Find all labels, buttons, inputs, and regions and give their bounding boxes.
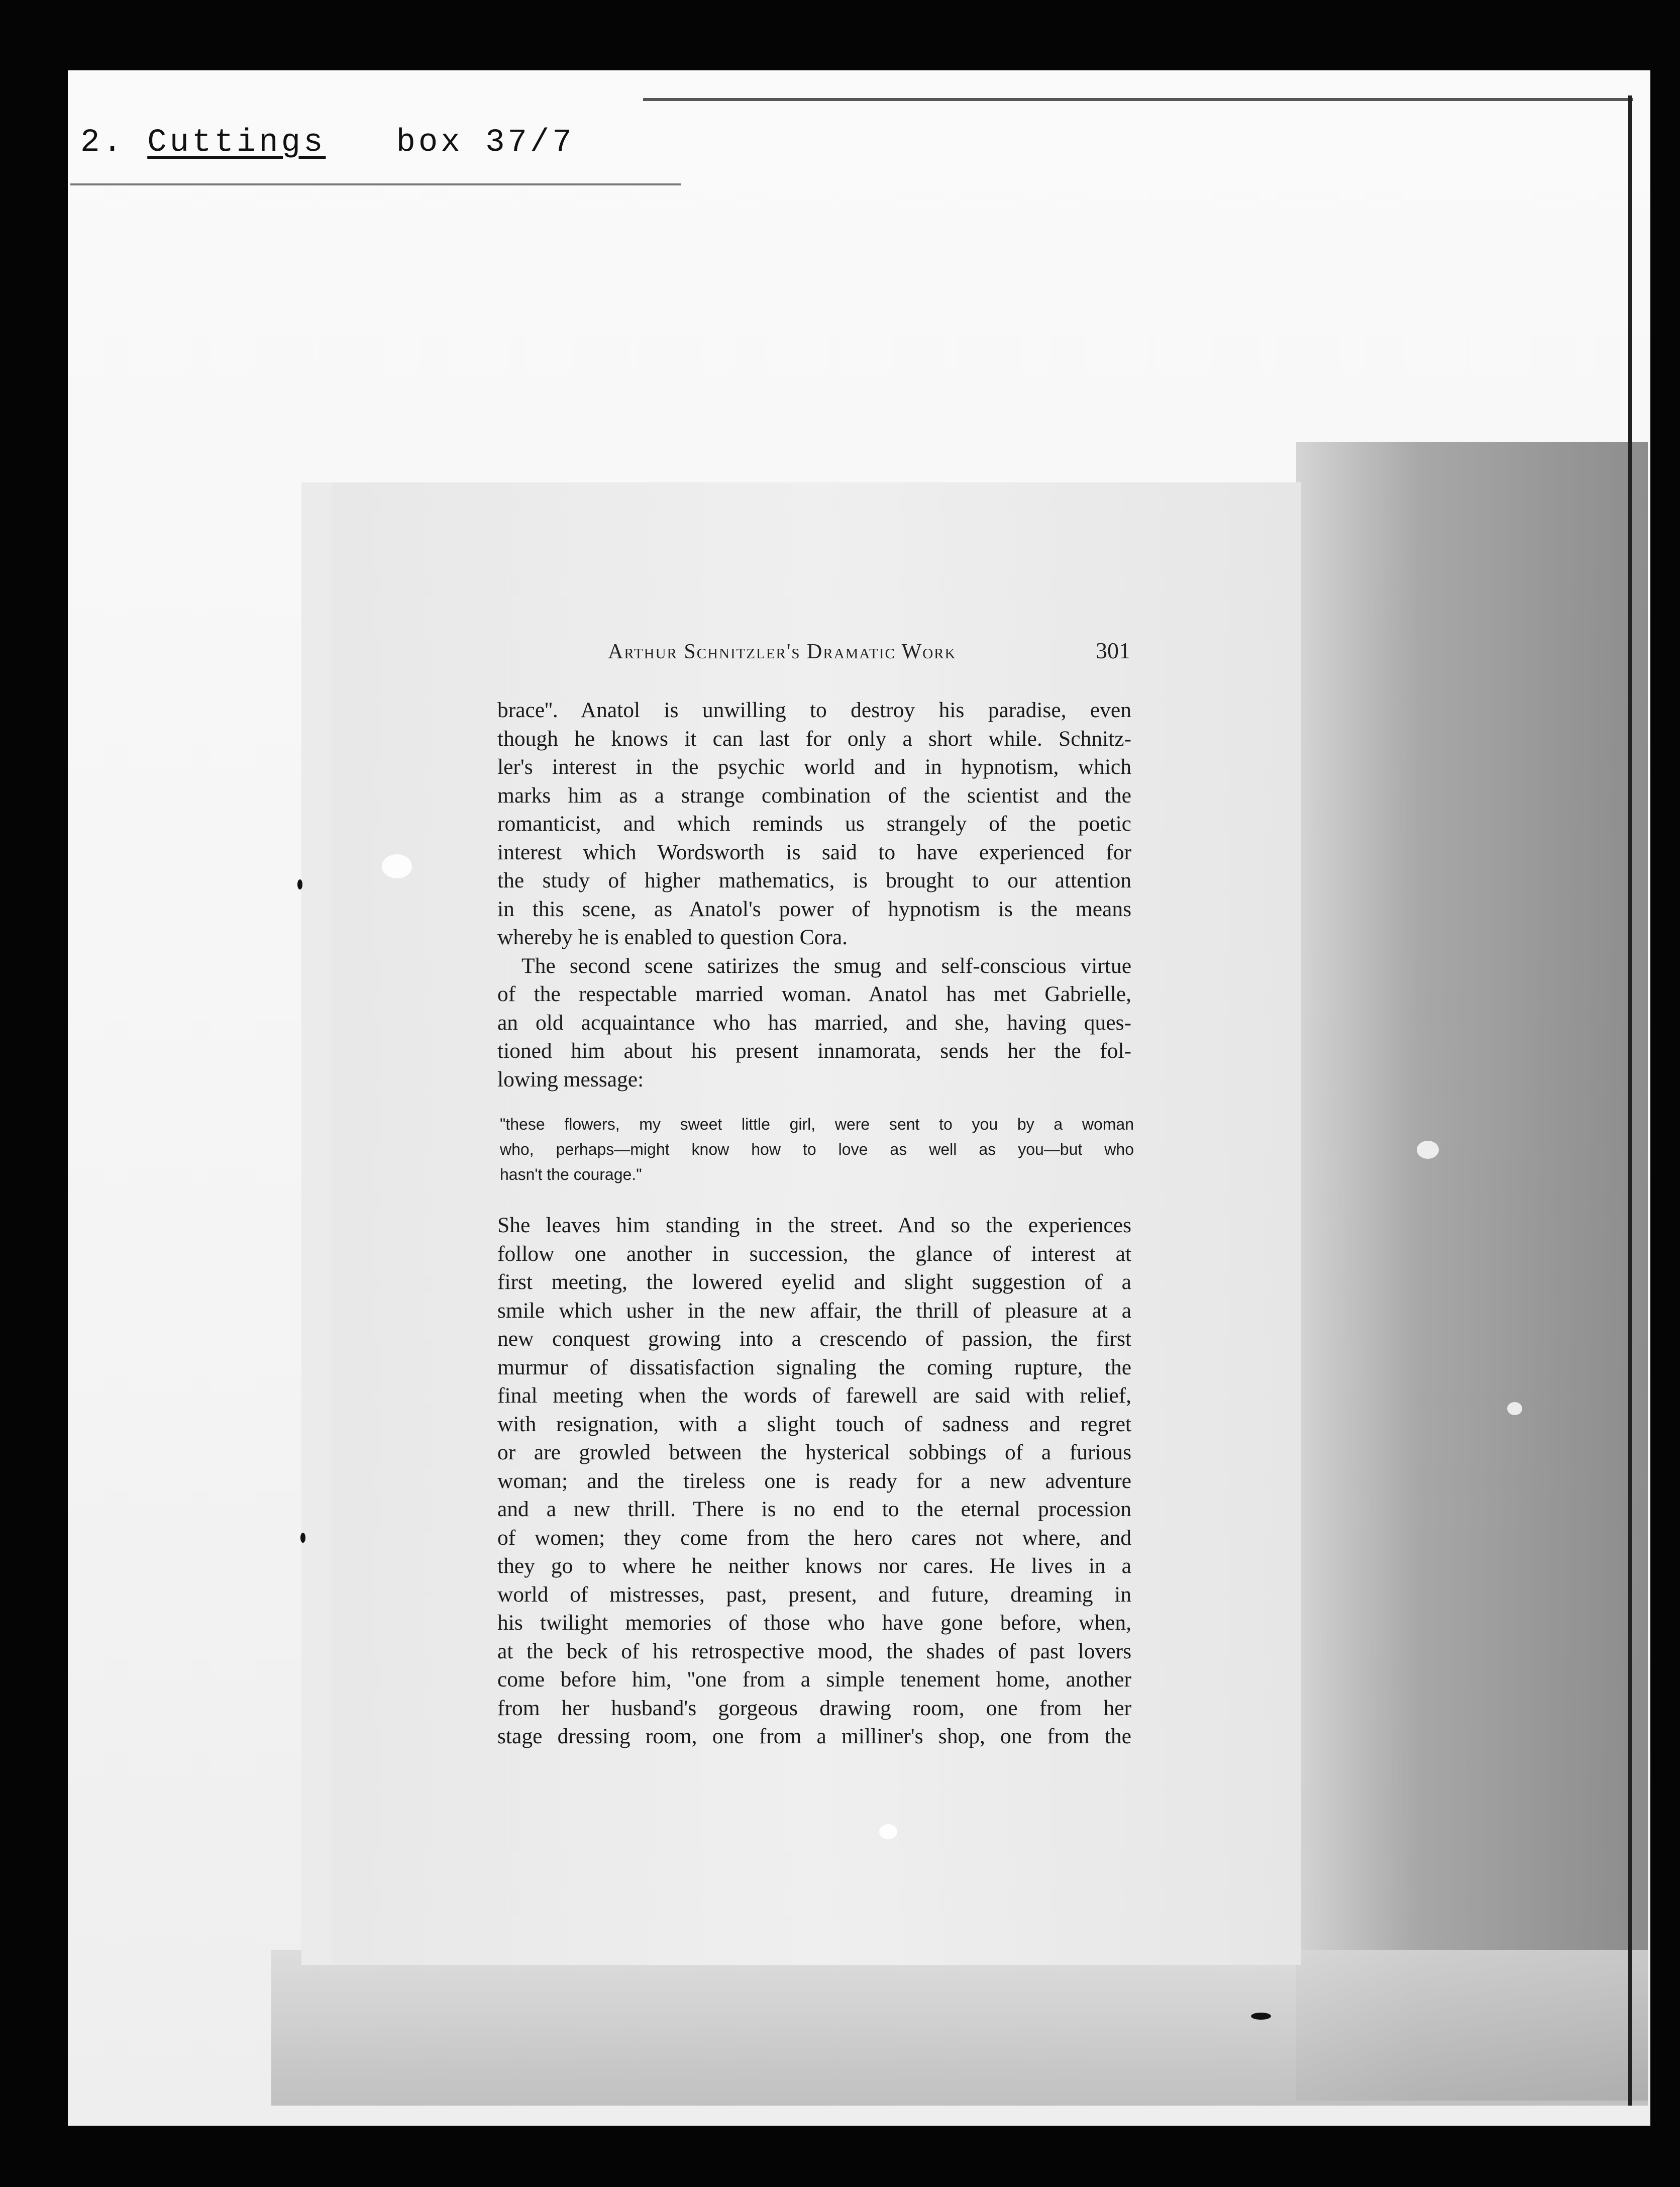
text-line: of women; they come from the hero cares not where, and	[497, 1525, 1131, 1550]
text-line: murmur of dissatisfaction signaling the coming rupture, the	[497, 1355, 1131, 1379]
running-header	[608, 637, 1130, 664]
text-line: brace''. Anatol is unwilling to destroy his paradise, even	[497, 698, 1131, 722]
paragraph-2	[497, 952, 1131, 1094]
archive-label	[80, 125, 575, 161]
quote-line: "these flowers, my sweet little girl, were sent to you by a woman	[500, 1115, 1134, 1133]
text-line: whereby he is enabled to question Cora.	[497, 925, 848, 949]
scan-speck	[297, 879, 302, 889]
text-line: follow one another in succession, the glance of interest at	[497, 1241, 1131, 1266]
text-line: romanticist, and which reminds us strangely of the poetic	[497, 812, 1131, 836]
text-line: lowing message:	[497, 1067, 644, 1091]
text-line: with resignation, with a slight touch of sadness and regret	[497, 1412, 1131, 1436]
quote-line: hasn't the courage."	[500, 1165, 642, 1183]
running-head-title: Arthur Schnitzler's Dramatic Work	[608, 640, 957, 663]
text-line: ler's interest in the psychic world and in hypnotism, which	[497, 755, 1131, 779]
text-line: at the beck of his retrospective mood, the shades of past lovers	[497, 1639, 1131, 1663]
label-box: box 37/7	[396, 125, 575, 161]
body-text-top	[497, 696, 1131, 1094]
scan-speck	[382, 854, 412, 878]
text-line: interest which Wordsworth is said to have experienced for	[497, 840, 1131, 864]
text-line: they go to where he neither knows nor cares. He lives in a	[497, 1554, 1131, 1578]
text-line: an old acquaintance who has married, and she, having ques-	[497, 1010, 1131, 1035]
text-line: She leaves him standing in the street. And so the experiences	[497, 1213, 1131, 1237]
text-line: in this scene, as Anatol's power of hypnotism is the means	[497, 897, 1131, 921]
paragraph-3	[497, 1211, 1131, 1751]
text-line: smile which usher in the new affair, the thrill of pleasure at a	[497, 1298, 1131, 1323]
label-number: 2.	[80, 125, 125, 161]
text-line: woman; and the tireless one is ready for a new adventure	[497, 1468, 1131, 1493]
scan-speck	[300, 1533, 305, 1543]
scan-speck	[879, 1824, 897, 1839]
text-line: stage dressing room, one from a milliner's shop, one from the	[497, 1724, 1131, 1748]
text-line: the study of higher mathematics, is brought to our attention	[497, 868, 1131, 892]
paragraph-1	[497, 696, 1131, 952]
scan-speck	[1507, 1402, 1522, 1415]
quote-line: who, perhaps—might know how to love as well as you—but who	[500, 1140, 1134, 1158]
block-quote	[500, 1112, 1134, 1187]
text-line: come before him, ''one from a simple tenement home, another	[497, 1667, 1131, 1692]
text-line: his twilight memories of those who have gone before, when,	[497, 1611, 1131, 1635]
text-line: final meeting when the words of farewell are said with relief,	[497, 1383, 1131, 1408]
sheet-top-edge	[643, 98, 1633, 101]
text-line: tioned him about his present innamorata, sends her the fol-	[497, 1039, 1131, 1063]
text-line: world of mistresses, past, present, and future, dreaming in	[497, 1582, 1131, 1607]
text-line: of the respectable married woman. Anatol has met Gabrielle,	[497, 982, 1131, 1006]
text-line: though he knows it can last for only a short while. Schnitz-	[497, 726, 1131, 751]
label-rule	[70, 183, 681, 185]
text-line: The second scene satirizes the smug and self-conscious virtue	[521, 953, 1131, 978]
scan-speck	[1417, 1141, 1439, 1159]
label-category: Cuttings	[147, 125, 326, 161]
sheet-shadow-bottom	[271, 1950, 1648, 2106]
text-line: marks him as a strange combination of the scientist and the	[497, 783, 1131, 808]
text-line: or are growled between the hysterical sobbings of a furious	[497, 1440, 1131, 1464]
text-line: from her husband's gorgeous drawing room, one from her	[497, 1696, 1131, 1720]
page-number: 301	[1096, 638, 1130, 663]
text-line: first meeting, the lowered eyelid and slight suggestion of a	[497, 1270, 1131, 1294]
scan-speck	[1251, 2013, 1271, 2020]
sheet-right-edge	[1628, 95, 1632, 2106]
text-line: and a new thrill. There is no end to the eternal procession	[497, 1497, 1131, 1521]
sheet-shadow-right	[1296, 442, 1648, 2101]
text-line: new conquest growing into a crescendo of passion, the first	[497, 1327, 1131, 1351]
